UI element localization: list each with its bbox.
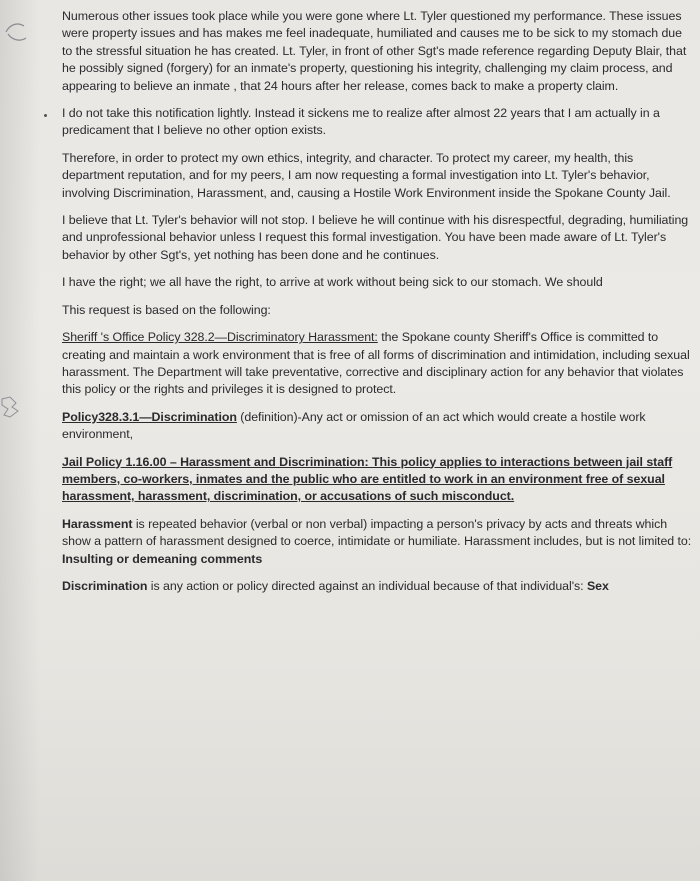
- paragraph-text: Sheriff 's Office Policy 328.2—Discriminatory Harassment:: [62, 330, 378, 345]
- paragraph-text: Discrimination: [62, 578, 148, 593]
- margin-stamp-mark: [0, 395, 20, 421]
- paragraph-text: Sex: [586, 578, 609, 593]
- paragraph-text: is any action or policy directed against an individual because of that individual's:: [147, 578, 587, 593]
- paragraph-text: I believe that Lt. Tyler's behavior will not stop. I believe he will continue with his disrespectful, degrading, humiliating and unprofessional behavior unless I request this formal investigation. You have been made aware of Lt. Tyler's behavior by other Sgt's, yet nothing has been done and he continues.: [62, 213, 689, 262]
- paragraph-text: Policy328.3.1—Discrimination: [62, 409, 237, 424]
- paragraph: [62, 516, 692, 568]
- paragraph-text: Harassment: [62, 516, 133, 531]
- paragraph-text: the Spokane county Sheriff's Office is committed to creating and maintain a work environment that is free of all forms of discrimination and intimidation, including sexual harassment. The Department will take preventative, corrective and disciplinary action for any behavior that violates this policy or the rights and privileges it is designed to protect.: [62, 330, 690, 397]
- paragraph: [62, 578, 692, 595]
- paragraph-text: (definition)-Any act or omission of an act which would create a hostile work environment,: [62, 409, 646, 442]
- paragraph-text: Therefore, in order to protect my own ethics, integrity, and character. To protect my career, my health, this department reputation, and for my peers, I am now requesting a formal investigation into Lt. Tyler's behavior, involving Discrimination, Harassment, and, causing a Hostile Work Environment inside the Spokane County Jail.: [62, 150, 671, 200]
- paragraph-text: I do not take this notification lightly. Instead it sickens me to realize after almost 22 years that I am actually in a predicament that I believe no other option exists.: [62, 106, 660, 138]
- paragraph: [62, 212, 692, 264]
- letter-body: [62, 8, 692, 605]
- paragraph-text: Jail Policy 1.16.00 – Harassment and Discrimination: This policy applies to interactions between jail staff members, co-workers, inmates and the public who are entitled to work in an environment free of sexual harassment, harassment, discrimination, or accusations of such misconduct.: [62, 454, 673, 504]
- paragraph-text: Numerous other issues took place while you were gone where Lt. Tyler questioned my performance. These issues were property issues and has makes me feel inadequate, humiliated and causes me to be sick to my stomach due to the stressful situation he has created. Lt. Tyler, in front of other Sgt's made reference regarding Deputy Blair, that he possibly signed (forgery) for an inmate's property, questioning his integrity, challenging my claim process, and appearing to believe an inmate , that 24 hours after her release, comes back to make a property claim.: [62, 9, 687, 93]
- paragraph: [62, 8, 692, 95]
- paragraph-text: I have the right; we all have the right, to arrive at work without being sick to our stomach. We should: [62, 275, 603, 290]
- paragraph: [62, 454, 692, 506]
- margin-dot: [44, 114, 47, 117]
- paragraph-text: Insulting or demeaning comments: [62, 551, 263, 566]
- paragraph: [62, 274, 692, 291]
- paragraph: [62, 105, 692, 140]
- paragraph: [62, 150, 692, 202]
- paragraph: [62, 329, 692, 399]
- paragraph: [62, 409, 692, 444]
- paragraph-text: is repeated behavior (verbal or non verbal) impacting a person's privacy by acts and threats which show a pattern of harassment designed to coerce, intimidate or humiliate. Harassment includes, but is not limited to:: [62, 516, 692, 549]
- pen-scribble-mark: [2, 18, 30, 48]
- paragraph: [62, 302, 692, 319]
- paragraph-text: This request is based on the following:: [62, 302, 271, 317]
